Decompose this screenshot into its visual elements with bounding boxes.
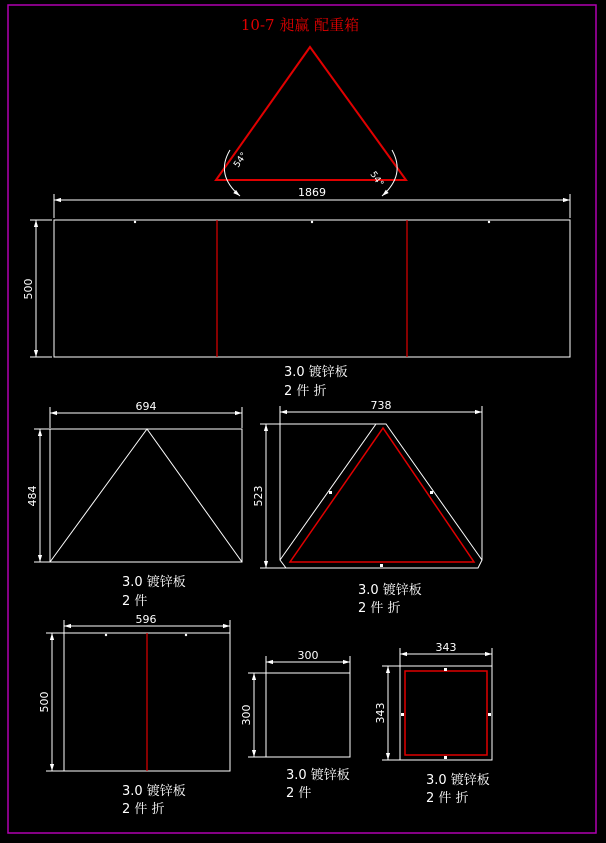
panel-694x484 — [26, 400, 242, 609]
dim-width: 694 — [135, 400, 157, 413]
note-material: 3.0 镀锌板 — [358, 583, 422, 598]
note-material: 3.0 镀锌板 — [286, 768, 350, 783]
note-material: 3.0 镀锌板 — [122, 575, 186, 590]
note-quantity: 2 件 折 — [426, 791, 469, 806]
dim-height: 343 — [374, 702, 387, 724]
dim-height: 500 — [22, 278, 35, 300]
panel-596x500 — [38, 613, 230, 817]
note-quantity: 2 件 — [286, 786, 312, 801]
note-quantity: 2 件 折 — [358, 601, 401, 616]
dim-width: 1869 — [298, 186, 326, 199]
dim-width: 738 — [370, 399, 392, 412]
panel-1869x500 — [22, 186, 570, 399]
dim-height: 523 — [252, 485, 265, 507]
panel-300x300 — [240, 649, 350, 801]
angle-label-left: 54° — [232, 150, 250, 170]
dim-height: 300 — [240, 704, 253, 726]
dim-height: 484 — [26, 485, 39, 507]
note-quantity: 2 件 折 — [122, 802, 165, 817]
panel-738x523 — [252, 399, 482, 616]
angle-label-right: 54° — [367, 169, 385, 189]
panel-343x343 — [374, 641, 492, 806]
note-quantity: 2 件 — [122, 594, 148, 609]
drawing-title: 10-7 昶赢 配重箱 — [240, 16, 360, 34]
note-material: 3.0 镀锌板 — [122, 784, 186, 799]
dim-width: 300 — [297, 649, 319, 662]
dim-height: 500 — [38, 691, 51, 713]
drawing-frame — [8, 5, 596, 833]
top-triangle-view — [216, 47, 406, 196]
dim-width: 343 — [435, 641, 457, 654]
note-material: 3.0 镀锌板 — [284, 365, 348, 380]
note-quantity: 2 件 折 — [284, 384, 327, 399]
note-material: 3.0 镀锌板 — [426, 773, 490, 788]
dim-width: 596 — [135, 613, 157, 626]
